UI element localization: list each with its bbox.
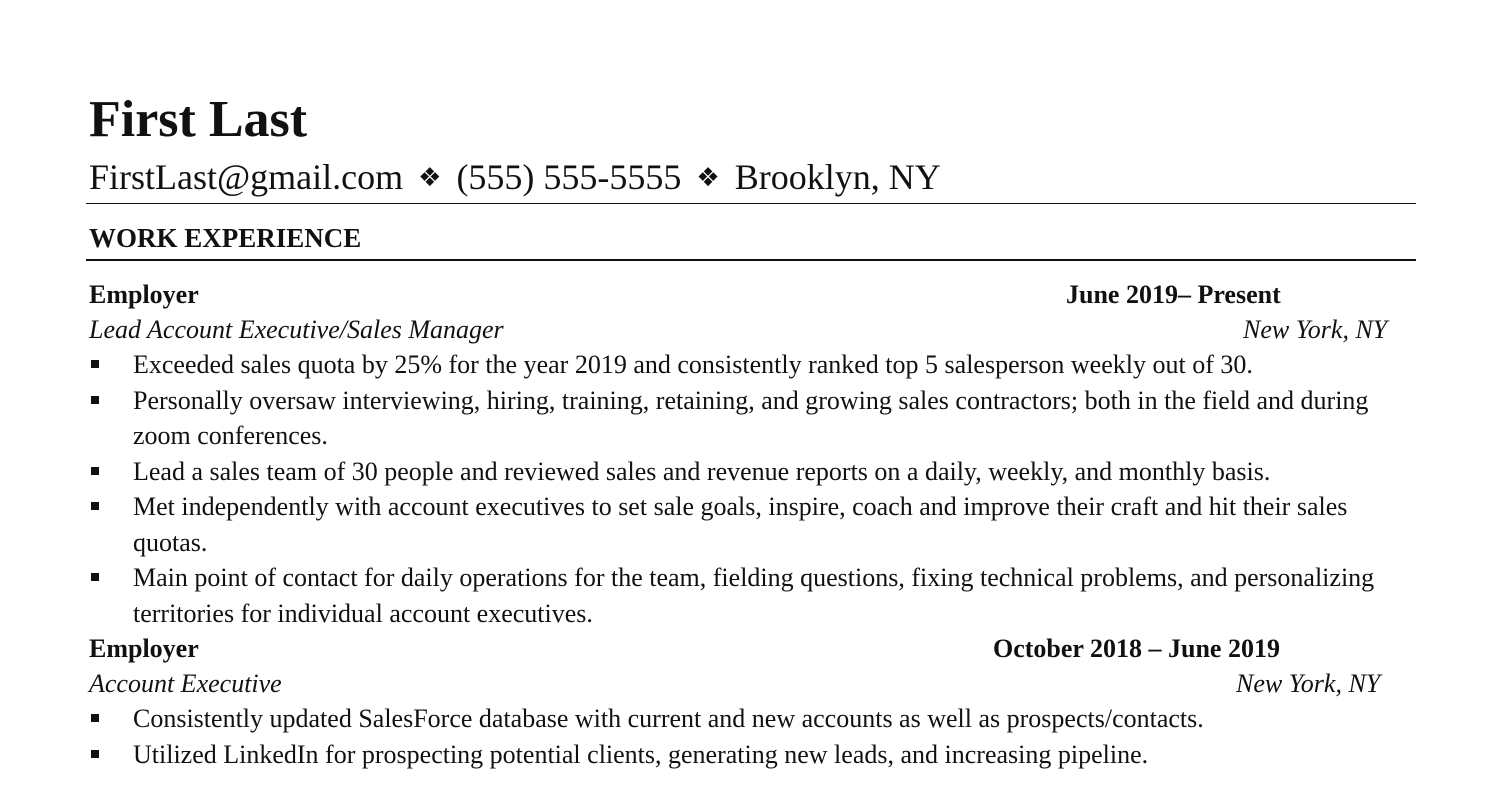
employer-name: Employer <box>89 634 199 663</box>
list-item <box>89 383 1403 454</box>
square-bullet-icon <box>91 502 99 510</box>
job-dates: October 2018 – June 2019 <box>993 634 1280 663</box>
job-entry <box>89 277 1416 631</box>
header-divider <box>86 203 1416 204</box>
section-divider <box>86 259 1416 261</box>
contact-line <box>89 154 941 204</box>
job-role-row <box>89 312 1416 347</box>
square-bullet-icon <box>91 360 99 368</box>
bullet-text: Utilized LinkedIn for prospecting potential clients, generating new leads, and increasing pipeline. <box>133 739 1149 769</box>
list-item <box>89 701 1403 737</box>
job-role: Account Executive <box>89 669 282 698</box>
section-title-work-experience: WORK EXPERIENCE <box>89 223 362 253</box>
job-location: New York, NY <box>1243 315 1388 344</box>
bullet-text: Main point of contact for daily operations for the team, fielding questions, fixing technical problems, and personalizing territories for individual account executives. <box>133 563 1375 628</box>
square-bullet-icon <box>91 396 99 404</box>
bullet-text: Personally oversaw interviewing, hiring, training, retaining, and growing sales contractors; both in the field and during zoom conferences. <box>133 385 1369 450</box>
square-bullet-icon <box>91 714 99 722</box>
employer-name: Employer <box>89 280 199 309</box>
square-bullet-icon <box>91 750 99 758</box>
diamond-separator-icon: ❖ <box>418 163 442 193</box>
bullet-text: Consistently updated SalesForce database with current and new accounts as well as prospects/contacts. <box>133 704 1204 733</box>
square-bullet-icon <box>91 467 99 475</box>
list-item <box>89 737 1403 773</box>
location-text: Brooklyn, NY <box>734 157 941 197</box>
list-item <box>89 347 1403 383</box>
diamond-separator-icon: ❖ <box>696 163 720 193</box>
job-entry <box>89 631 1416 772</box>
square-bullet-icon <box>91 573 99 581</box>
list-item <box>89 560 1403 631</box>
job-role-row <box>89 666 1416 701</box>
bullet-text: Exceeded sales quota by 25% for the year 2019 and consistently ranked top 5 salesperson weekly out of 30. <box>133 350 1253 379</box>
job-header-row <box>89 277 1416 312</box>
job-header-row <box>89 631 1416 666</box>
bullet-text: Met independently with account executives to set sale goals, inspire, coach and improve their craft and hit their sales quotas. <box>133 492 1348 557</box>
job-bullets <box>89 701 1416 772</box>
list-item <box>89 454 1403 490</box>
email-text: FirstLast@gmail.com <box>89 157 404 197</box>
job-bullets <box>89 347 1416 631</box>
job-role: Lead Account Executive/Sales Manager <box>89 315 504 344</box>
list-item <box>89 489 1403 560</box>
job-dates: June 2019– Present <box>1066 280 1281 309</box>
phone-text: (555) 555-5555 <box>456 157 682 197</box>
candidate-name: First Last <box>89 91 308 148</box>
bullet-text: Lead a sales team of 30 people and reviewed sales and revenue reports on a daily, weekly, and monthly basis. <box>133 456 1271 486</box>
job-location: New York, NY <box>1236 669 1381 698</box>
